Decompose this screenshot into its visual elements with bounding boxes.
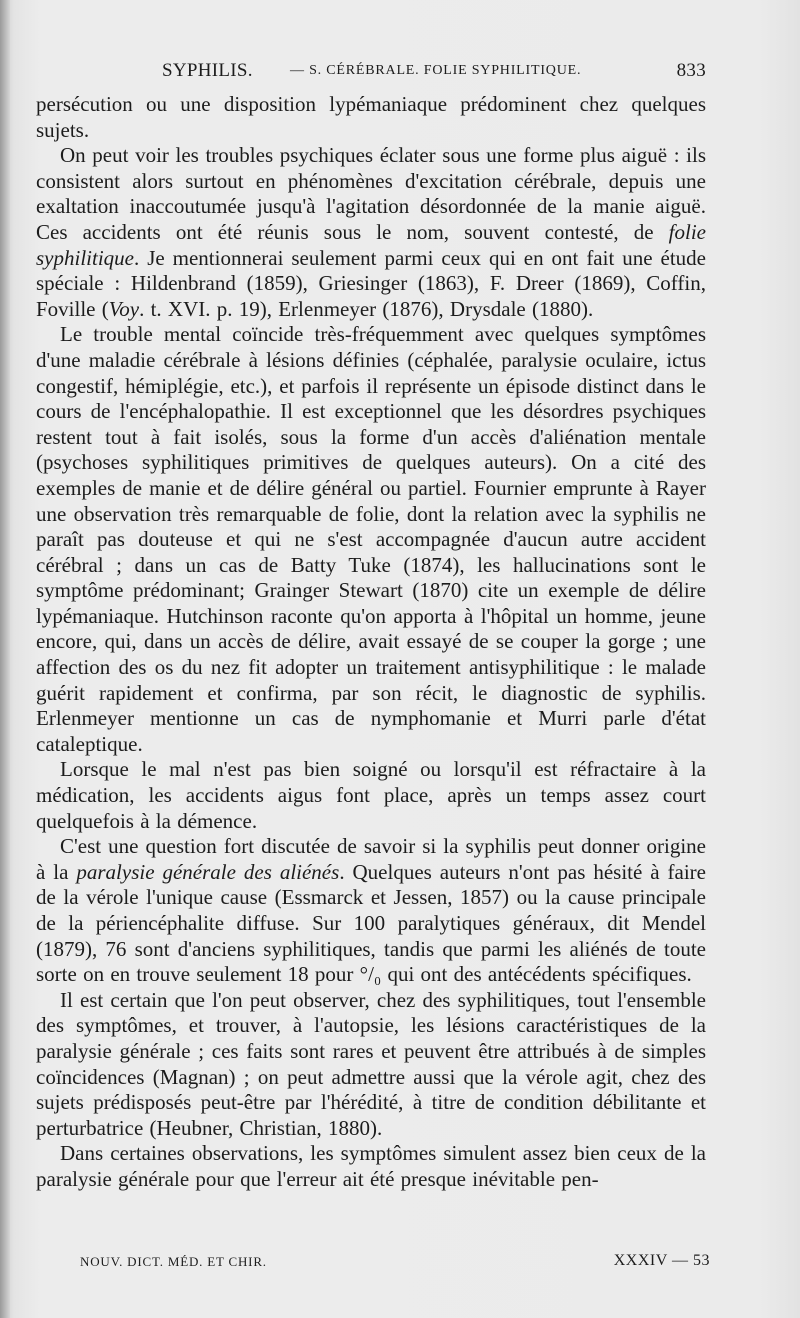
italic-text: folie syphilitique: [36, 219, 706, 270]
header-title: SYPHILIS.: [162, 60, 253, 81]
text-run: persécution ou une disposition lypémaniaque prédominent chez quelques sujets.: [36, 92, 706, 142]
italic-text: Voy: [108, 296, 140, 321]
text-run: On peut voir les troubles psychiques éclater sous une forme plus aiguë : ils consistent alors surtout en phénomènes d'excitation cérébrale, depuis une exaltation inaccoutumée jusqu'à l'agitation désordonnée de la manie aiguë. Ces accidents ont été réunis sous le nom, souvent contesté, de: [36, 143, 706, 244]
paragraph: [36, 322, 706, 757]
italic-text: paralysie générale des aliénés: [76, 859, 340, 884]
text-run: Dans certaines observations, les symptômes simulent assez bien ceux de la paralysie générale pour que l'erreur ait été presque inévitable pen-: [36, 1141, 706, 1191]
paragraph: [36, 92, 706, 143]
page-footer: [80, 1254, 710, 1276]
footer-signature: XXXIV — 53: [613, 1252, 710, 1269]
page-number: 833: [676, 60, 706, 81]
body-text: [36, 92, 706, 1193]
header-subtitle: — S. CÉRÉBRALE. FOLIE SYPHILITIQUE.: [290, 63, 582, 78]
running-header: [40, 60, 710, 86]
text-run: Il est certain que l'on peut observer, chez des syphilitiques, tout l'ensemble des symptômes, et trouver, à l'autopsie, les lésions caractéristiques de la paralysie générale ; ces faits sont rares et peuvent être attribués à de simples coïncidences (Magnan) ; on peut admettre aussi que la vérole agit, chez des sujets prédisposés peut-être par l'hérédité, à titre de condition débilitante et perturbatrice (Heubner, Christian, 1880).: [36, 987, 706, 1140]
text-run: . t. XVI. p. 19), Erlenmeyer (1876), Drysdale (1880).: [139, 296, 594, 321]
text-run: C'est une question fort discutée de savoir si la syphilis peut donner origine à la: [36, 834, 706, 884]
paragraph: [36, 143, 706, 322]
paragraph: [36, 834, 706, 988]
text-run: Le trouble mental coïncide très-fréquemment avec quelques symptômes d'une maladie cérébrale à lésions définies (céphalée, paralysie oculaire, ictus congestif, hémiplégie, etc.), et parfois il représente un épisode distinct dans le cours de l'encéphalopathie. Il est exceptionnel que les désordres psychiques restent tout à fait isolés, sous la forme d'un accès d'aliénation mentale (psychoses syphilitiques primitives de quelques auteurs). On a cité des exemples de manie et de délire général ou partiel. Fournier emprunte à Rayer une observation très remarquable de folie, dont la relation avec la syphilis ne paraît pas douteuse et qui ne s'est accompagnée d'aucun autre accident cérébral ; dans un cas de Batty Tuke (1874), les hallucinations sont le symptôme prédominant; Grainger Stewart (1870) cite un exemple de délire lypémaniaque. Hutchinson raconte qu'on apporta à l'hôpital un homme, jeune encore, qui, dans un accès de délire, avait essayé de se couper la gorge ; une affection des os du nez fit adopter un traitement antisyphilitique : le malade guérit rapidement et confirma, par son récit, le diagnostic de syphilis. Erlenmeyer mentionne un cas de nymphomanie et Murri parle d'état cataleptique.: [36, 322, 706, 756]
paragraph: [36, 757, 706, 834]
paragraph: [36, 1141, 706, 1192]
page-gutter-shadow: [0, 0, 10, 1318]
paragraph: [36, 988, 706, 1142]
text-run: . Je mentionnerai seulement parmi ceux qui en ont fait une étude spéciale : Hildenbrand (1859), Griesinger (1863), F. Dreer (1869), Coffin, Foville (: [36, 245, 706, 321]
text-run: . Quelques auteurs n'ont pas hésité à faire de la vérole l'unique cause (Essmarck et Jessen, 1857) ou la cause principale de la périencéphalite diffuse. Sur 100 paralytiques généraux, dit Mendel (1879), 76 sont d'anciens syphilitiques, tandis que parmi les aliénés de toute sorte on en trouve seulement 18 pour °/₀ qui ont des antécédents spécifiques.: [36, 859, 706, 987]
text-run: Lorsque le mal n'est pas bien soigné ou lorsqu'il est réfractaire à la médication, les accidents aigus font place, après un temps assez court quelquefois à la démence.: [36, 757, 706, 833]
footer-publication: NOUV. DICT. MÉD. ET CHIR.: [80, 1254, 267, 1269]
